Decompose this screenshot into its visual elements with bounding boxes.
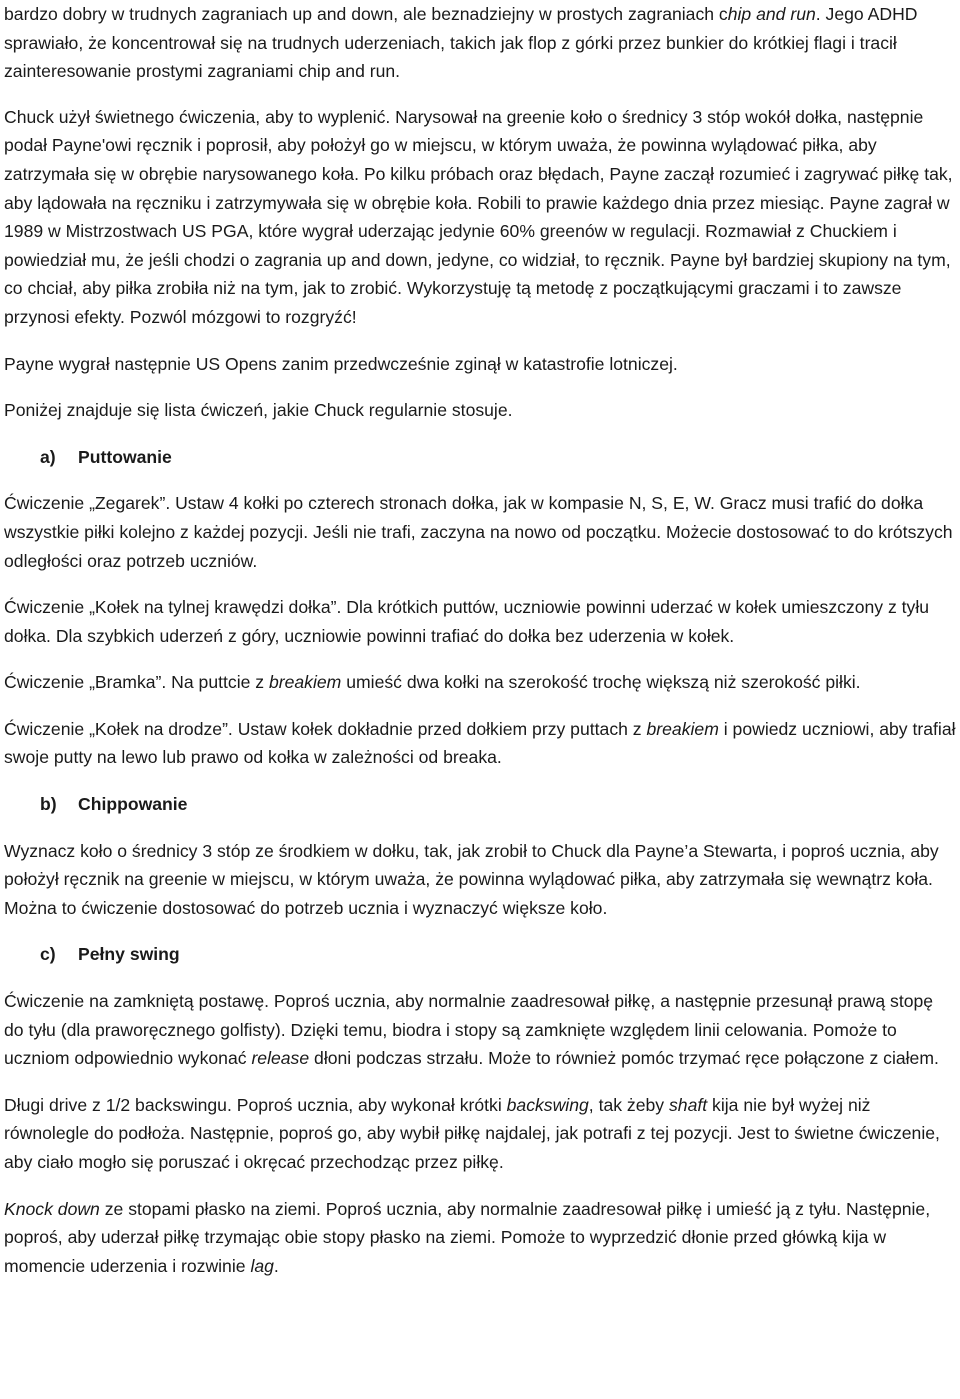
paragraph-drill-circle-towel: Wyznacz koło o średnicy 3 stóp ze środkiem w dołku, tak, jak zrobił to Chuck dla Payne’a Stewarta, i poproś ucznia, aby położył ręcznik na greenie w miejscu, w którym uważa, że powinna wylądować piłka, aby zatrzymała się wewnątrz koła. Można to ćwiczenie dostosować do potrzeb ucznia i wyznaczyć większe koło. [4,840,939,918]
heading-title: Puttowanie [78,446,172,467]
paragraph-payne-won: Payne wygrał następnie US Opens zanim przedwcześnie zginął w katastrofie lotniczej. [4,353,678,374]
paragraph-drill-knock-down: Knock down ze stopami płasko na ziemi. Poproś ucznia, aby normalnie zaadresował piłkę i umieść ją z tyłu. Następnie, poproś, aby uderzał piłkę trzymając obie stopy płasko na ziemi. Pomoże to wyprzedzić dłonie przed główką kija w momencie uderzenia i rozwinie lag. [4,1198,931,1276]
heading-title: Chippowanie [78,794,188,815]
paragraph-drill-closed-stance: Ćwiczenie na zamkniętą postawę. Poproś ucznia, aby normalnie zaadresował piłkę, a następnie przesunął prawą stopę do tyłu (dla praworęcznego golfisty). Dzięki temu, biodra i stopy są zamknięte względem linii celowania. Pomoże to uczniom odpowiednio wykonać release dłoni podczas strzału. Może to również pomóc trzymać ręce połączone z ciałem. [4,991,939,1069]
paragraph-list-intro: Poniżej znajduje się lista ćwiczeń, jakie Chuck regularnie stosuje. [4,400,513,421]
paragraph-drill-half-backswing: Długi drive z 1/2 backswingu. Poproś ucznia, aby wykonał krótki backswing, tak żeby shaft kija nie był wyżej niż równolegle do podłoża. Następnie, poproś go, aby wybił piłkę najdalej, jak potrafi z tej pozycji. Jest to świetne ćwiczenie, aby ciało mogło się poruszać i okręcać przechodząc przez piłkę. [4,1094,940,1172]
paragraph-drill-clock: Ćwiczenie „Zegarek”. Ustaw 4 kołki po czterech stronach dołka, jak w kompasie N, S, E, W. Gracz musi trafić do dołka wszystkie piłki kolejno z każdej pozycji. Jeśli nie trafi, zaczyna na nowo od początku. Możecie dostosować to do krótszych odległości oraz potrzeb uczniów. [4,493,953,571]
section-heading-full-swing [4,940,956,969]
document-page [4,0,956,1280]
heading-title: Pełny swing [78,944,180,965]
paragraph-drill-back-peg: Ćwiczenie „Kołek na tylnej krawędzi dołka”. Dla krótkich puttów, uczniowie powinni uderzać w kołek umieszczony z tyłu dołka. Dla szybkich uderzeń z góry, uczniowie powinni trafiać do dołka bez uderzenia w kołek. [4,597,930,646]
section-heading-putting [4,443,956,472]
paragraph-drill-gate: Ćwiczenie „Bramka”. Na puttcie z breakiem umieść dwa kołki na szerokość trochę większą niż szerokość piłki. [4,672,861,693]
paragraph-chuck-drill: Chuck użył świetnego ćwiczenia, aby to wyplenić. Narysował na greenie koło o średnicy 3 stóp wokół dołka, następnie podał Payne'owi ręcznik i poprosił, aby położył go w miejscu, w którym uważa, że powinna wylądować piłka, aby zatrzymała się w obrębie narysowanego koła. Po kilku próbach oraz błędach, Payne zaczął rozumieć i zagrywać piłkę tak, aby lądowała na ręczniku i zatrzymywała się w obrębie koła. Robili to prawie każdego dnia przez miesiąc. Payne zagrał w 1989 w Mistrzostwach US PGA, które wygrał uderzając jedynie 60% greenów w regulacji. Rozmawiał z Chuckiem i powiedział mu, że jeśli chodzi o zagrania up and down, jedyne, co widział, to ręcznik. Payne był bardziej skupiony na tym, co chciał, aby piłka zrobiła niż na tym, jak to zrobić. Wykorzystuję tą metodę z początkującymi graczami i to zawsze przynosi efekty. Pozwól mózgowi to rozgryźć! [4,106,953,327]
paragraph-drill-peg-on-path: Ćwiczenie „Kołek na drodze”. Ustaw kołek dokładnie przed dołkiem przy puttach z breakiem i powiedz uczniowi, aby trafiał swoje putty na lewo lub prawo od kołka w zależności od breaka. [4,718,956,768]
paragraph-intro-continuation: bardzo dobry w trudnych zagraniach up and down, ale beznadziejny w prostych zagraniach chip and run. Jego ADHD sprawiało, że koncentrował się na trudnych uderzeniach, takich jak flop z górki przez bunkier do krótkiej flagi i tracił zainteresowanie prostymi zagraniami chip and run. [4,4,918,82]
heading-letter: b) [40,794,57,815]
heading-letter: c) [40,944,56,965]
heading-letter: a) [40,446,56,467]
section-heading-chipping [4,790,956,819]
